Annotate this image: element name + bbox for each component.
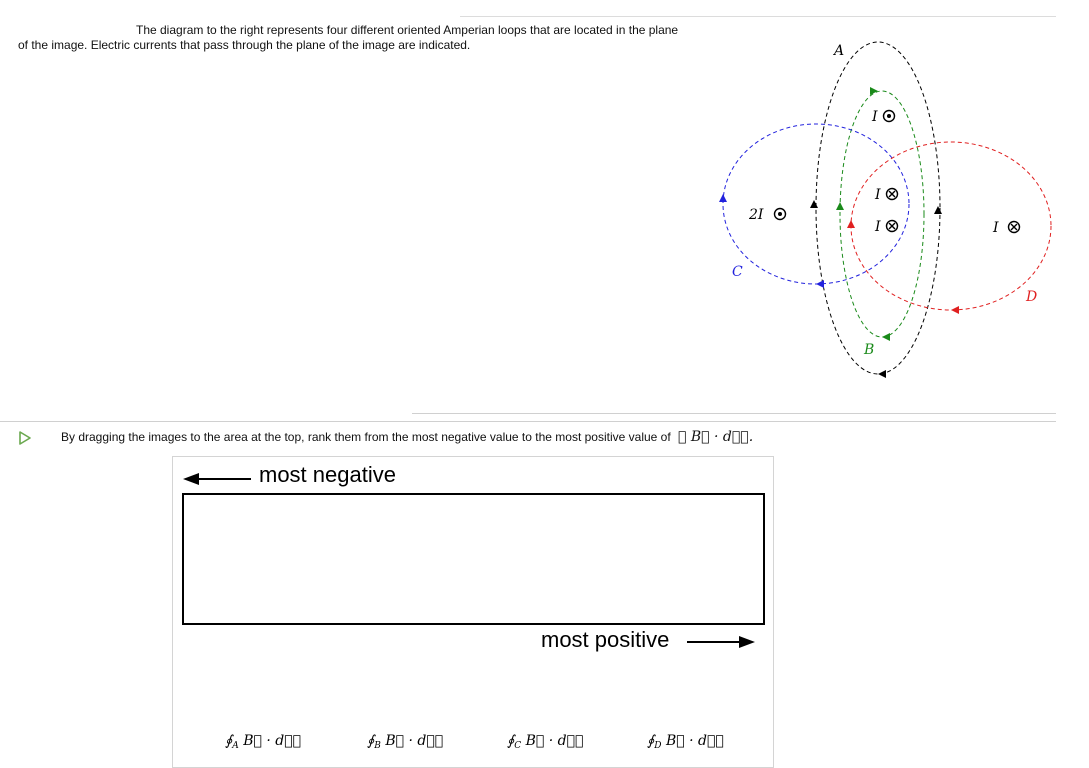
ranking-panel <box>172 456 774 768</box>
loop-a-arrow-bottom <box>878 370 886 378</box>
current-label: I <box>872 109 878 125</box>
integral-symbol: ∮ <box>647 733 655 749</box>
current-mid-upper-in <box>874 187 898 203</box>
tile-subscript: D <box>654 741 662 751</box>
loop-label-b: B <box>864 342 875 358</box>
loop-label-d: D <box>1026 289 1038 305</box>
integral-symbol: ∮ <box>367 733 375 749</box>
intro-line-2: of the image. Electric currents that pass through the plane of the image are indicated. <box>18 38 471 52</box>
intro-line-1: The diagram to the right represents four different oriented Amperian loops that are located in the plane <box>136 23 679 37</box>
current-mid-lower-in <box>874 219 898 235</box>
tile-loop-c[interactable] <box>507 733 597 759</box>
tile-expression: B⃗ · dℓ⃗ <box>665 733 724 749</box>
current-label: I <box>875 187 881 203</box>
loop-a-arrow-right <box>934 206 942 214</box>
tile-expression: B⃗ · dℓ⃗ <box>243 733 302 749</box>
right-arrow-icon <box>685 626 757 656</box>
into-page-cross <box>889 191 895 197</box>
tile-subscript: C <box>514 741 522 751</box>
loop-c-arrow-bottom <box>816 280 824 288</box>
section-divider <box>412 413 1056 414</box>
most-positive-text: most positive <box>541 627 670 652</box>
current-label: I <box>875 219 881 235</box>
integral-symbol: ∮ <box>225 733 233 749</box>
loop-b-arrow-bottom <box>882 333 890 341</box>
current-label: I <box>993 220 999 236</box>
current-top-out <box>871 109 895 125</box>
tile-expression: B⃗ · dℓ⃗ <box>385 733 444 749</box>
out-of-page-dot <box>778 212 782 216</box>
question-text: By dragging the images to the area at the top, rank them from the most negative value to the most positive value of <box>61 430 671 444</box>
loop-a-arrow-left <box>810 200 818 208</box>
tile-subscript: A <box>232 741 239 751</box>
question-prompt <box>61 427 753 447</box>
draggable-tiles <box>173 733 773 763</box>
into-page-cross <box>1011 224 1017 230</box>
most-positive-label <box>541 627 761 657</box>
most-negative-text: most negative <box>259 462 396 487</box>
loop-d <box>851 142 1051 310</box>
loop-label-c: C <box>732 264 743 280</box>
loop-b-arrow-left <box>836 202 844 210</box>
intro-text <box>18 23 718 53</box>
amperian-loops-diagram <box>700 38 1070 400</box>
question-formula: ∮ B⃗ · dℓ⃗. <box>678 429 754 445</box>
ranking-drop-area[interactable] <box>182 493 765 625</box>
tile-expression: B⃗ · dℓ⃗ <box>525 733 584 749</box>
loop-b-arrow-top <box>870 87 878 95</box>
tile-subscript: B <box>374 741 381 751</box>
most-negative-label <box>181 461 396 491</box>
left-arrow-icon <box>181 461 253 491</box>
section-divider-full <box>0 421 1056 422</box>
out-of-page-dot <box>887 114 891 118</box>
current-label: 2I <box>749 207 764 223</box>
loop-d-arrow-left <box>847 220 855 228</box>
tile-loop-d[interactable] <box>647 733 737 759</box>
into-page-cross <box>889 223 895 229</box>
current-right-in <box>992 220 1020 236</box>
top-divider <box>460 16 1056 17</box>
loop-d-arrow-bottom <box>951 306 959 314</box>
loop-c-arrow-left <box>719 194 727 202</box>
integral-symbol: ∮ <box>507 733 515 749</box>
play-icon[interactable] <box>18 431 32 445</box>
loop-label-a: A <box>834 43 845 59</box>
loop-b <box>840 91 924 337</box>
current-left-2i-out <box>748 207 786 223</box>
tile-loop-b[interactable] <box>367 733 457 759</box>
tile-loop-a[interactable] <box>225 733 315 759</box>
